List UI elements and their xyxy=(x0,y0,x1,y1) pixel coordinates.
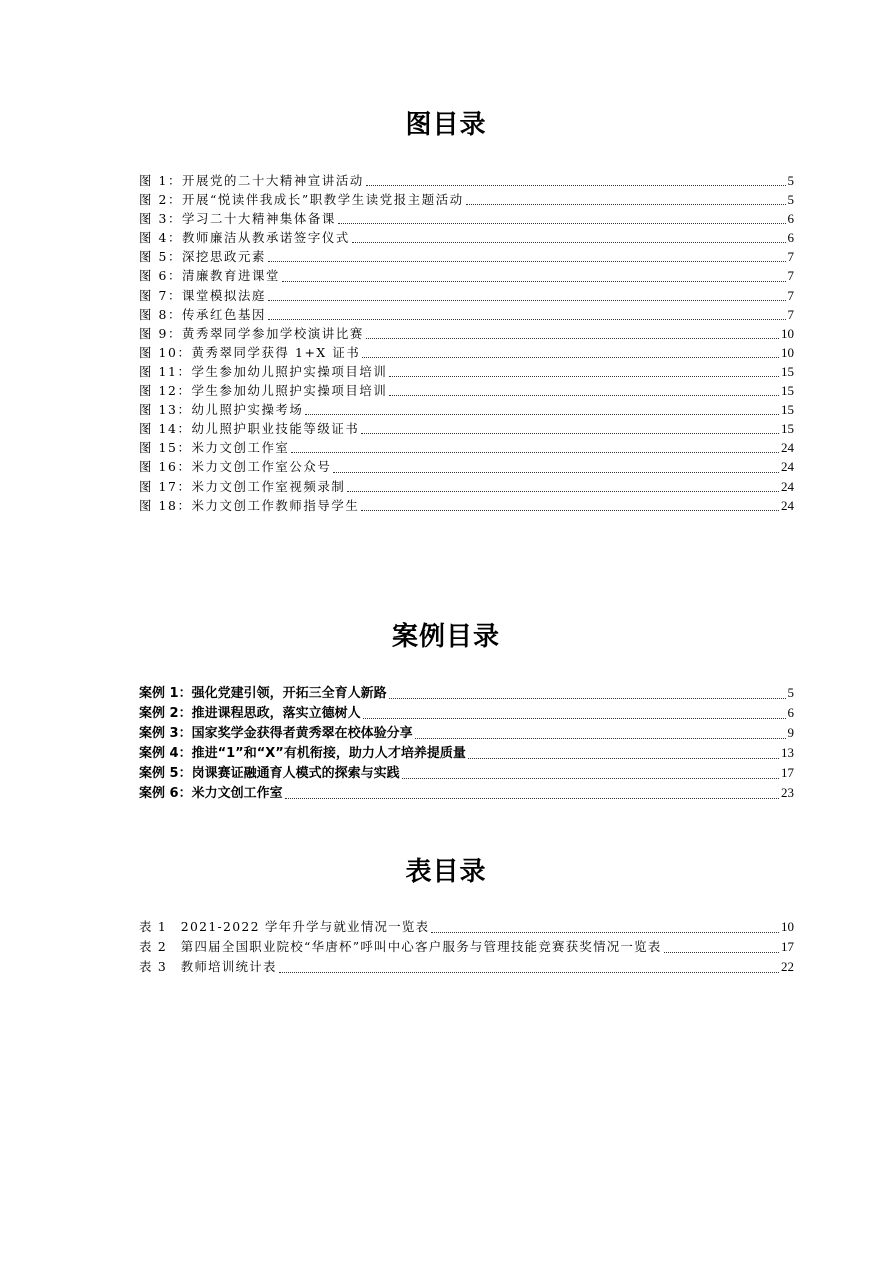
table-entry-label: 表 3 教师培训统计表 xyxy=(139,959,277,974)
table-list xyxy=(139,917,794,977)
dot-leader xyxy=(338,223,786,224)
figure-entry-label: 图 15：米力文创工作室 xyxy=(139,440,290,456)
figure-entry-label: 图 10：黄秀翠同学获得 1+X 证书 xyxy=(139,344,361,360)
figure-entry[interactable] xyxy=(139,228,794,247)
figure-entry-page-number: 15 xyxy=(781,383,794,399)
dot-leader xyxy=(468,758,779,759)
figure-entry-label: 图 18：米力文创工作教师指导学生 xyxy=(139,497,360,513)
figure-entry[interactable] xyxy=(139,438,794,457)
dot-leader xyxy=(361,433,779,434)
dot-leader xyxy=(431,932,779,933)
case-list xyxy=(139,683,794,803)
case-entry-label: 案例 3：国家奖学金获得者黄秀翠在校体验分享 xyxy=(139,726,413,741)
figure-entry-label: 图 12：学生参加幼儿照护实操项目培训 xyxy=(139,383,388,399)
figure-entry-page-number: 15 xyxy=(781,402,794,418)
dot-leader xyxy=(333,472,779,473)
dot-leader xyxy=(352,242,786,243)
figure-entry[interactable] xyxy=(139,209,794,228)
figure-list-title: 图目录 xyxy=(405,110,487,140)
case-entry[interactable] xyxy=(139,763,794,783)
case-entry[interactable] xyxy=(139,683,794,703)
table-entry-label: 表 2 第四届全国职业院校“华唐杯”呼叫中心客户服务与管理技能竞赛获奖情况一览表 xyxy=(139,939,662,954)
figure-entry-page-number: 7 xyxy=(787,268,794,284)
figure-entry-page-number: 24 xyxy=(781,440,794,456)
figure-entry-page-number: 24 xyxy=(781,459,794,475)
dot-leader xyxy=(415,738,786,739)
table-entry-page-number: 22 xyxy=(781,959,794,974)
figure-entry-page-number: 7 xyxy=(787,306,794,322)
case-entry-page-number: 13 xyxy=(781,745,794,760)
table-entry-page-number: 17 xyxy=(781,939,794,954)
figure-entry[interactable] xyxy=(139,266,794,285)
dot-leader xyxy=(268,319,786,320)
case-entry-page-number: 6 xyxy=(787,705,794,720)
case-entry[interactable] xyxy=(139,743,794,763)
figure-entry-page-number: 5 xyxy=(787,173,794,188)
dot-leader xyxy=(402,778,779,779)
dot-leader xyxy=(363,718,786,719)
figure-entry-page-number: 5 xyxy=(787,192,794,208)
figure-entry[interactable] xyxy=(139,496,794,515)
table-entry[interactable] xyxy=(139,917,794,937)
figure-entry-label: 图 3：学习二十大精神集体备课 xyxy=(139,211,336,227)
case-entry-label: 案例 1：强化党建引领，开拓三全育人新路 xyxy=(139,686,387,701)
dot-leader xyxy=(268,300,786,301)
figure-entry[interactable] xyxy=(139,247,794,266)
dot-leader xyxy=(285,798,779,799)
case-entry[interactable] xyxy=(139,723,794,743)
table-entry-page-number: 10 xyxy=(781,919,794,934)
case-entry-label: 案例 5：岗课赛证融通育人模式的探索与实践 xyxy=(139,766,400,781)
figure-entry[interactable] xyxy=(139,362,794,381)
figure-list xyxy=(139,171,794,515)
table-list-title: 表目录 xyxy=(405,857,487,887)
dot-leader xyxy=(664,952,779,953)
case-entry-page-number: 17 xyxy=(781,765,794,780)
case-entry-page-number: 23 xyxy=(781,785,794,800)
dot-leader xyxy=(305,414,779,415)
figure-entry-label: 图 7：课堂模拟法庭 xyxy=(139,287,266,303)
figure-entry-label: 图 9：黄秀翠同学参加学校演讲比赛 xyxy=(139,325,364,341)
figure-entry[interactable] xyxy=(139,324,794,343)
dot-leader xyxy=(389,698,786,699)
dot-leader xyxy=(366,185,786,186)
case-entry-label: 案例 6：米力文创工作室 xyxy=(139,786,283,801)
figure-entry-label: 图 11：学生参加幼儿照护实操项目培训 xyxy=(139,363,388,379)
figure-entry[interactable] xyxy=(139,190,794,209)
case-entry-label: 案例 4：推进“1”和“X”有机衔接，助力人才培养提质量 xyxy=(139,746,466,761)
figure-entry-page-number: 6 xyxy=(787,211,794,227)
figure-entry[interactable] xyxy=(139,381,794,400)
dot-leader xyxy=(291,452,779,453)
case-entry[interactable] xyxy=(139,703,794,723)
figure-entry-page-number: 6 xyxy=(787,230,794,246)
figure-entry-page-number: 24 xyxy=(781,497,794,513)
figure-entry-page-number: 15 xyxy=(781,363,794,379)
figure-entry-label: 图 14：幼儿照护职业技能等级证书 xyxy=(139,421,360,437)
dot-leader xyxy=(347,491,779,492)
dot-leader xyxy=(282,281,786,282)
case-entry-page-number: 5 xyxy=(787,685,794,700)
figure-entry[interactable] xyxy=(139,343,794,362)
dot-leader xyxy=(279,972,779,973)
figure-entry-label: 图 17：米力文创工作室视频录制 xyxy=(139,478,346,494)
table-entry-label: 表 1 2021-2022 学年升学与就业情况一览表 xyxy=(139,919,430,934)
figure-entry[interactable] xyxy=(139,305,794,324)
figure-entry[interactable] xyxy=(139,286,794,305)
case-list-title: 案例目录 xyxy=(391,622,500,652)
figure-entry[interactable] xyxy=(139,477,794,496)
figure-entry-label: 图 5：深挖思政元素 xyxy=(139,249,266,265)
case-entry[interactable] xyxy=(139,783,794,803)
table-entry[interactable] xyxy=(139,937,794,957)
figure-entry-label: 图 13：幼儿照护实操考场 xyxy=(139,402,304,418)
figure-entry-label: 图 2：开展“悦读伴我成长”职教学生读党报主题活动 xyxy=(139,192,464,208)
dot-leader xyxy=(362,357,779,358)
dot-leader xyxy=(361,510,779,511)
dot-leader xyxy=(268,261,786,262)
dot-leader xyxy=(389,395,779,396)
case-entry-page-number: 9 xyxy=(787,725,794,740)
case-entry-label: 案例 2：推进课程思政，落实立德树人 xyxy=(139,706,361,721)
figure-entry-page-number: 10 xyxy=(781,325,794,341)
dot-leader xyxy=(366,338,779,339)
figure-entry-page-number: 10 xyxy=(781,344,794,360)
figure-entry[interactable] xyxy=(139,457,794,476)
figure-entry-label: 图 16：米力文创工作室公众号 xyxy=(139,459,332,475)
figure-entry-label: 图 1：开展党的二十大精神宣讲活动 xyxy=(139,173,364,188)
dot-leader xyxy=(466,204,786,205)
figure-entry-page-number: 15 xyxy=(781,421,794,437)
table-entry[interactable] xyxy=(139,957,794,977)
figure-entry-page-number: 7 xyxy=(787,287,794,303)
figure-entry-label: 图 4：教师廉洁从教承诺签字仪式 xyxy=(139,230,350,246)
figure-entry-label: 图 6：清廉教育进课堂 xyxy=(139,268,280,284)
figure-entry[interactable] xyxy=(139,419,794,438)
figure-entry[interactable] xyxy=(139,171,794,190)
figure-entry-label: 图 8：传承红色基因 xyxy=(139,306,266,322)
figure-entry[interactable] xyxy=(139,400,794,419)
figure-entry-page-number: 24 xyxy=(781,478,794,494)
dot-leader xyxy=(389,376,779,377)
figure-entry-page-number: 7 xyxy=(787,249,794,265)
